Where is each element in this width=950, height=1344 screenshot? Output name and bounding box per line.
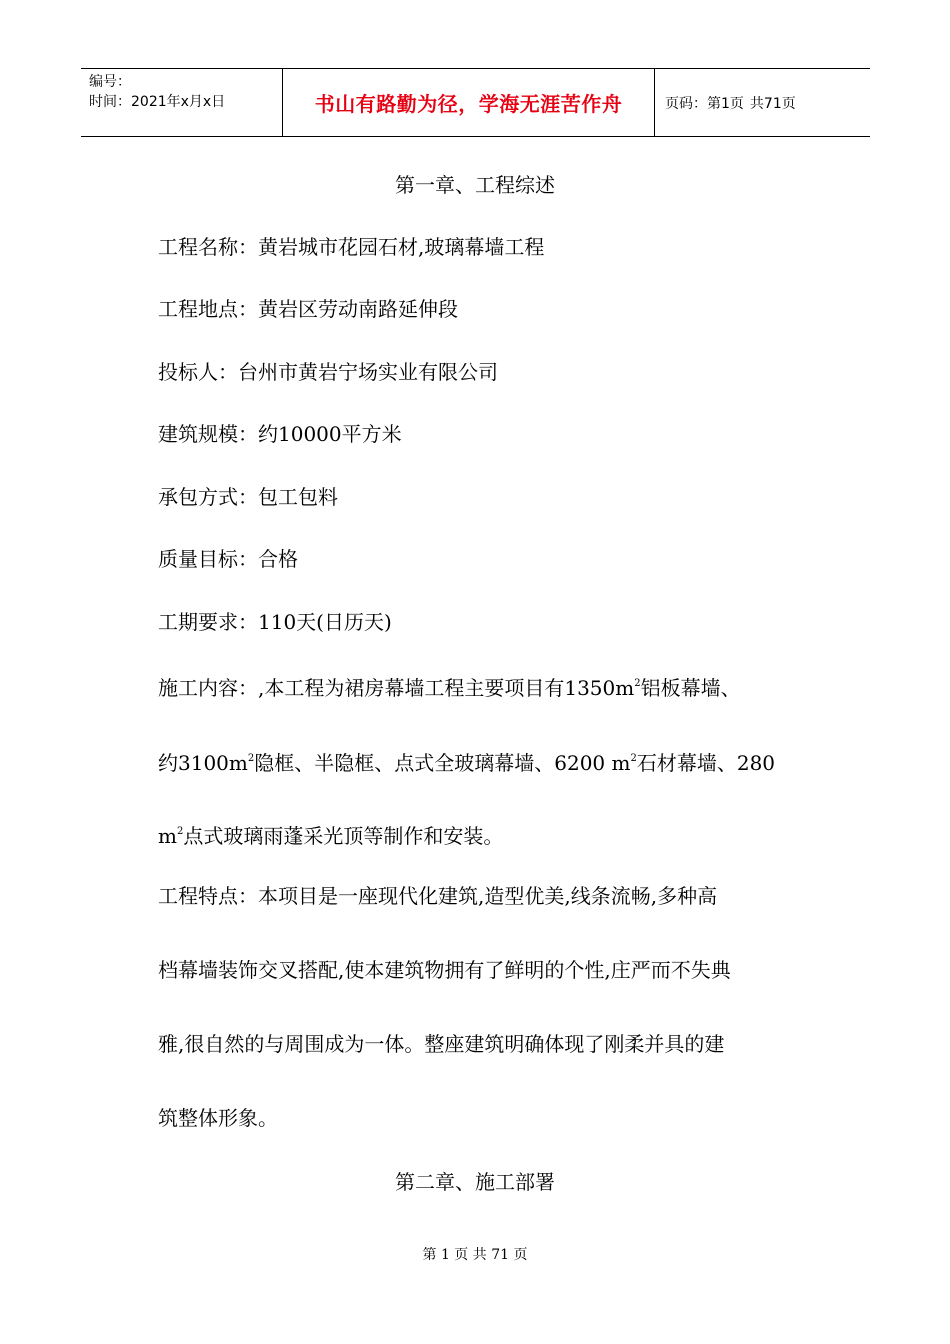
document-time-label: 时间：2021年x月x日 [89, 94, 226, 110]
document-number-label: 编号： [89, 74, 131, 90]
features-line-4: 筑整体形象。 [158, 1106, 278, 1130]
quality-target: 质量目标：合格 [158, 547, 298, 571]
header-slogan: 书山有路勤为径，学海无涯苦作舟 [282, 69, 655, 136]
superscript: 2 [634, 678, 641, 689]
header-page-number: 页码：第1页 [665, 95, 744, 112]
page-header [81, 68, 870, 137]
contract-mode: 承包方式：包工包料 [158, 485, 338, 509]
bidder: 投标人：台州市黄岩宁场实业有限公司 [158, 360, 498, 384]
project-location: 工程地点：黄岩区劳动南路延伸段 [158, 297, 458, 321]
content-text: 隐框、半隐框、点式全玻璃幕墙、6200 m [254, 751, 631, 775]
project-name: 工程名称：黄岩城市花园石材,玻璃幕墙工程 [158, 235, 545, 259]
content-text: m [158, 824, 177, 848]
superscript: 2 [176, 826, 184, 837]
superscript: 2 [247, 753, 255, 764]
schedule: 工期要求：110天(日历天) [158, 610, 392, 634]
features-line-2: 档幕墙装饰交叉搭配,使本建筑物拥有了鲜明的个性,庄严而不失典 [158, 958, 731, 982]
chapter-2-title: 第二章、施工部署 [395, 1170, 555, 1194]
construction-content-line-1 [158, 670, 741, 702]
chapter-1-title: 第一章、工程综述 [395, 173, 555, 197]
features-line-1: 工程特点：本项目是一座现代化建筑,造型优美,线条流畅,多种高 [158, 884, 718, 908]
content-text: 铝板幕墙、 [640, 676, 741, 700]
features-line-3: 雅,很自然的与周围成为一体。整座建筑明确体现了刚柔并具的建 [158, 1032, 725, 1056]
page-footer: 第 1 页 共 71 页 [422, 1247, 528, 1263]
header-total-pages: 共71页 [749, 95, 796, 112]
construction-content-line-3 [158, 818, 503, 850]
content-text: 石材幕墙、280 [636, 751, 776, 775]
superscript: 2 [630, 753, 637, 764]
content-text: 施工内容：,本工程为裙房幕墙工程主要项目有1350m [158, 676, 635, 700]
construction-content-line-2 [158, 745, 775, 777]
header-page-cell [655, 69, 870, 136]
content-text: 约3100m [158, 751, 248, 775]
building-scale: 建筑规模：约10000平方米 [158, 422, 402, 446]
header-info-cell [81, 69, 282, 136]
content-text: 点式玻璃雨蓬采光顶等制作和安装。 [183, 824, 504, 848]
